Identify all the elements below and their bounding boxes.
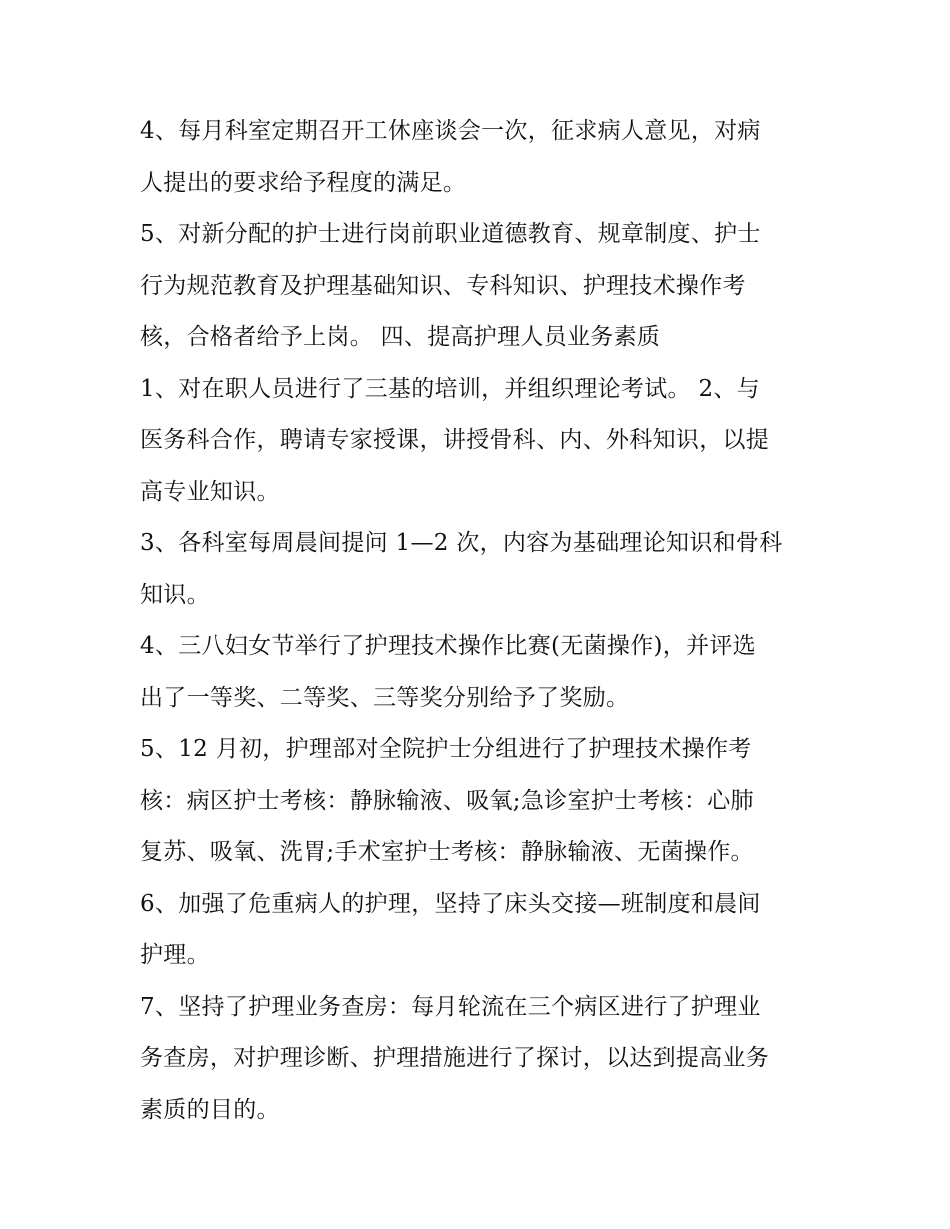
text-line: 1、对在职人员进行了三基的培训，并组织理论考试。 2、与: [140, 375, 760, 402]
text-line: 5、对新分配的护士进行岗前职业道德教育、规章制度、护士: [140, 221, 761, 247]
text-line: 人提出的要求给予程度的满足。: [140, 169, 467, 196]
text-line: 7、坚持了护理业务查房：每月轮流在三个病区进行了护理业: [140, 993, 761, 1020]
text-line: 核：病区护士考核：静脉输液、吸氧;急诊室护士考核：心肺: [140, 787, 754, 814]
text-line: 高专业知识。: [140, 478, 280, 505]
text-line: 出了一等奖、二等奖、三等奖分别给予了奖励。: [140, 684, 630, 711]
text-line: 复苏、吸氧、洗胃;手术室护士考核：静脉输液、无菌操作。: [140, 839, 754, 865]
text-line: 务查房，对护理诊断、护理措施进行了探讨，以达到提高业务: [140, 1045, 770, 1071]
text-line: 医务科合作，聘请专家授课，讲授骨科、内、外科知识，以提: [140, 427, 770, 453]
text-line: 3、各科室每周晨间提问 1—2 次，内容为基础理论知识和骨科: [140, 530, 783, 556]
document-body: [140, 106, 830, 1136]
text-line: 5、12 月初，护理部对全院护士分组进行了护理技术操作考: [140, 736, 752, 762]
text-line: 4、每月科室定期召开工休座谈会一次，征求病人意见，对病: [140, 118, 761, 144]
text-line: 行为规范教育及护理基础知识、专科知识、护理技术操作考: [140, 272, 746, 299]
text-line: 6、加强了危重病人的护理，坚持了床头交接—班制度和晨间: [140, 890, 761, 917]
text-line: 护理。: [140, 942, 210, 968]
text-line: 知识。: [140, 581, 210, 608]
text-line: 素质的目的。: [140, 1096, 280, 1123]
text-line: 4、三八妇女节举行了护理技术操作比赛(无菌操作)，并评选: [140, 633, 756, 659]
text-line: 核，合格者给予上岗。 四、提高护理人员业务素质: [140, 324, 661, 350]
